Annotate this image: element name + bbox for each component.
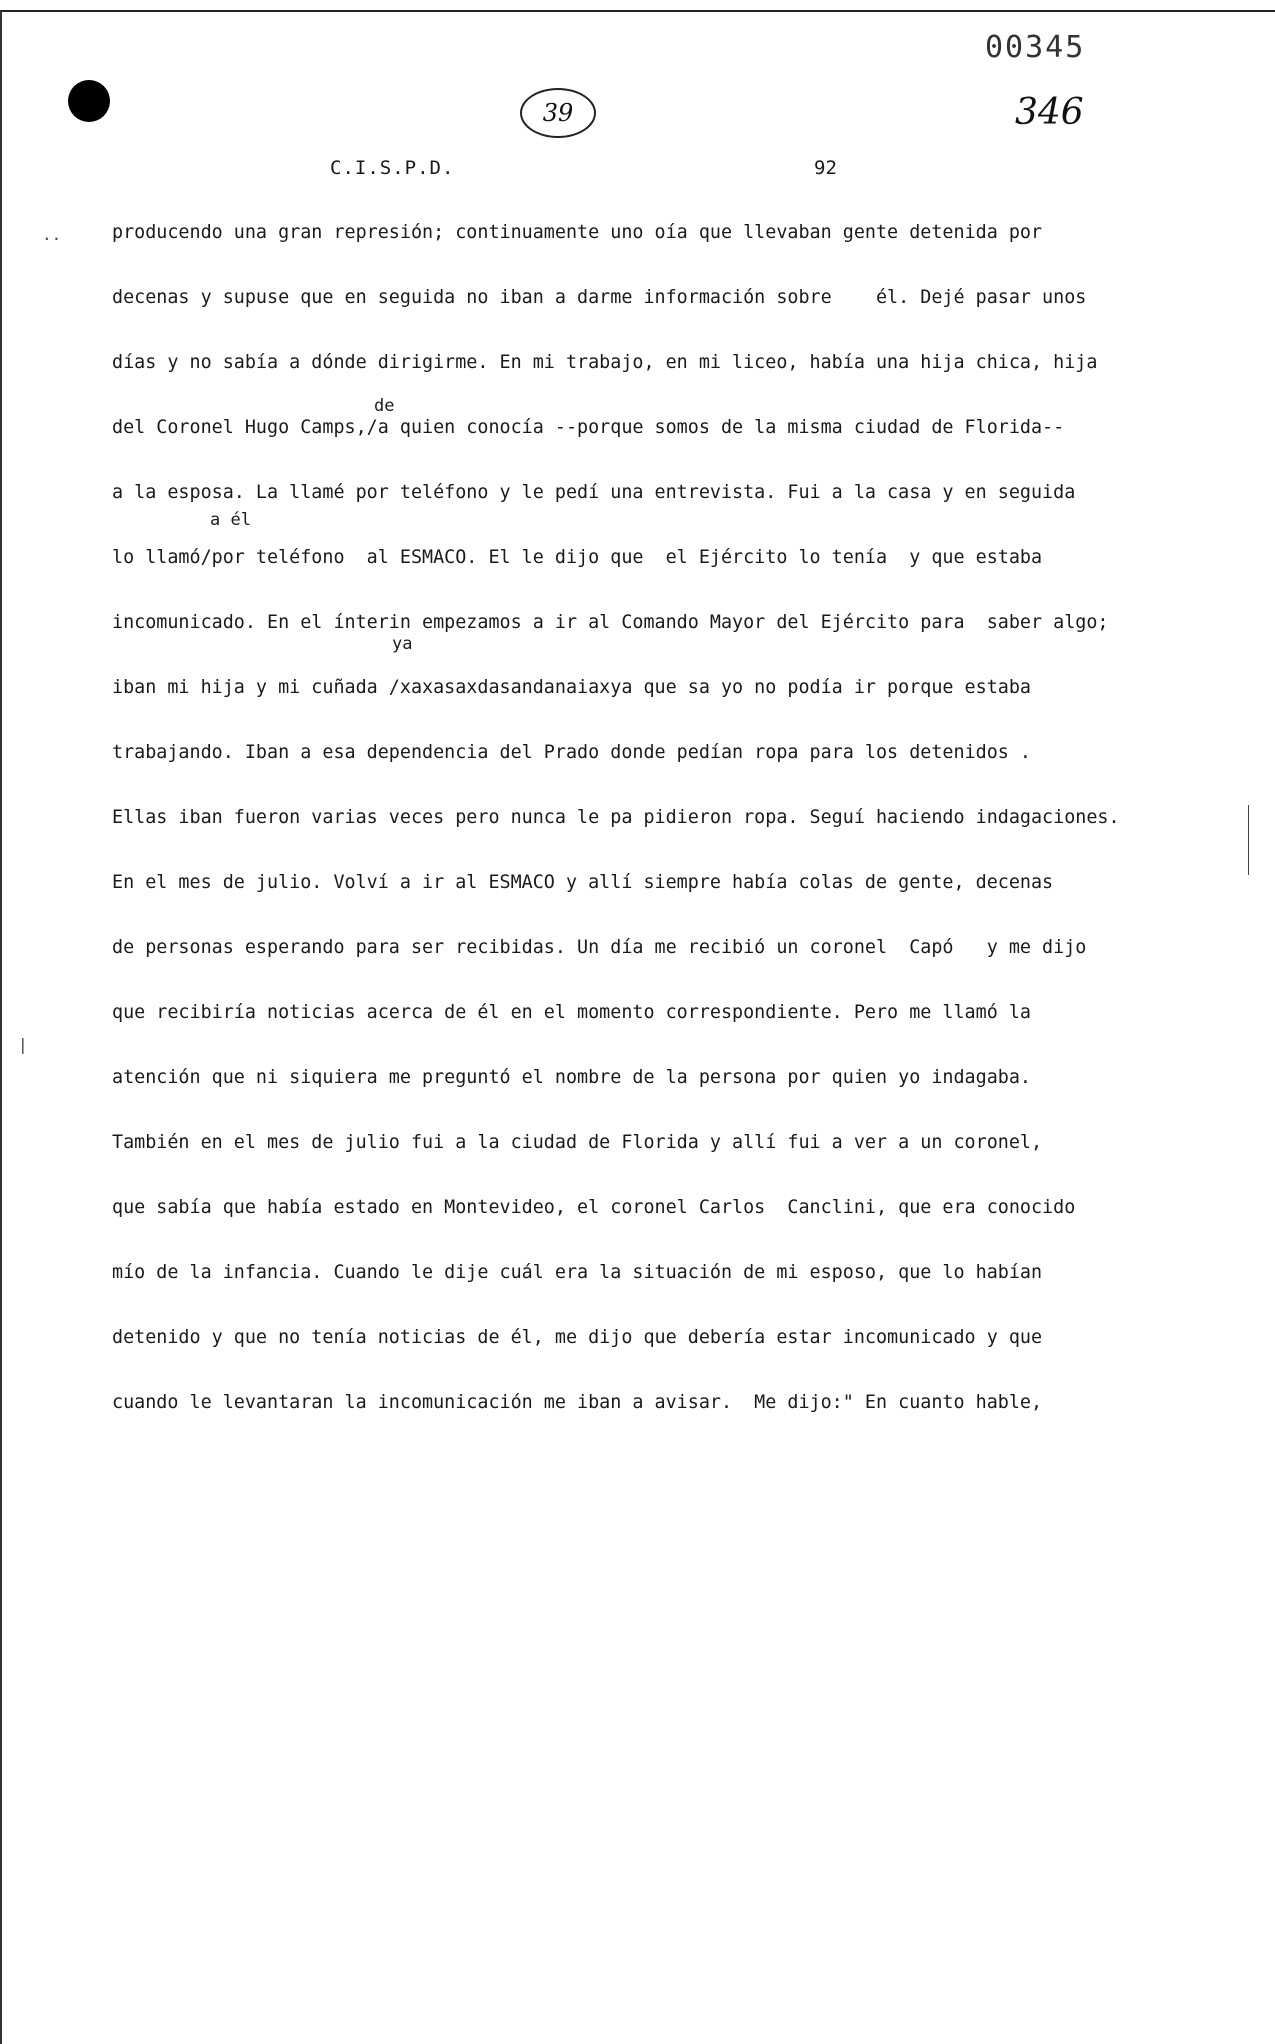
margin-dots: ..	[42, 225, 62, 244]
text-line: Ellas iban fueron varias veces pero nunca le pa pidieron ropa. Seguí haciendo indagaciones.	[112, 807, 1120, 828]
stamped-page-code: 00345	[985, 30, 1086, 65]
page-top-border	[0, 10, 1275, 12]
margin-tick: |	[18, 1035, 28, 1054]
text-line: que recibiría noticias acerca de él en el momento correspondiente. Pero me llamó la	[112, 1002, 1031, 1023]
text-line: cuando le levantaran la incomunicación me iban a avisar. Me dijo:" En cuanto hable,	[112, 1392, 1043, 1413]
circled-number: 39	[520, 88, 596, 138]
text-line: decenas y supuse que en seguida no iban a darme información sobre él. Dejé pasar unos	[112, 287, 1087, 308]
text-line: mío de la infancia. Cuando le dije cuál era la situación de mi esposo, que lo habían	[112, 1262, 1043, 1283]
punch-hole	[68, 80, 110, 122]
text-line: de personas esperando para ser recibidas. Un día me recibió un coronel Capó y me dijo	[112, 937, 1087, 958]
text-line: días y no sabía a dónde dirigirme. En mi trabajo, en mi liceo, había una hija chica, hija	[112, 352, 1098, 373]
text-line: iban mi hija y mi cuñada /xaxasaxdasandanaiaxya que sa yo no podía ir porque estaba	[112, 677, 1031, 698]
text-line: detenido y que no tenía noticias de él, me dijo que debería estar incomunicado y que	[112, 1327, 1043, 1348]
text-line: producendo una gran represión; continuamente uno oía que llevaban gente detenida por	[112, 222, 1043, 243]
interlinear-insert: de	[374, 396, 395, 416]
text-line: a la esposa. La llamé por teléfono y le pedí una entrevista. Fui a la casa y en seguida	[112, 482, 1076, 503]
interlinear-insert: ya	[392, 634, 413, 654]
text-line: que sabía que había estado en Montevideo, el coronel Carlos Canclini, que era conocido	[112, 1197, 1076, 1218]
page-left-border	[0, 10, 2, 2044]
text-line: También en el mes de julio fui a la ciudad de Florida y allí fui a ver a un coronel,	[112, 1132, 1043, 1153]
text-line: atención que ni siquiera me preguntó el nombre de la persona por quien yo indagaba.	[112, 1067, 1031, 1088]
margin-rule	[1248, 805, 1249, 875]
interlinear-insert: a él	[210, 510, 251, 530]
text-line: En el mes de julio. Volví a ir al ESMACO y allí siempre había colas de gente, decenas	[112, 872, 1054, 893]
text-line: trabajando. Iban a esa dependencia del Prado donde pedían ropa para los detenidos .	[112, 742, 1031, 763]
text-line: incomunicado. En el ínterin empezamos a ir al Comando Mayor del Ejército para saber algo;	[112, 612, 1109, 633]
header-organization: C.I.S.P.D.	[330, 157, 455, 179]
handwritten-page-number: 346	[1015, 92, 1084, 133]
text-line: lo llamó/por teléfono al ESMACO. El le dijo que el Ejército lo tenía y que estaba	[112, 547, 1043, 568]
header-page-number: 92	[814, 157, 837, 179]
text-line: del Coronel Hugo Camps,/a quien conocía --porque somos de la misma ciudad de Florida--	[112, 417, 1065, 438]
